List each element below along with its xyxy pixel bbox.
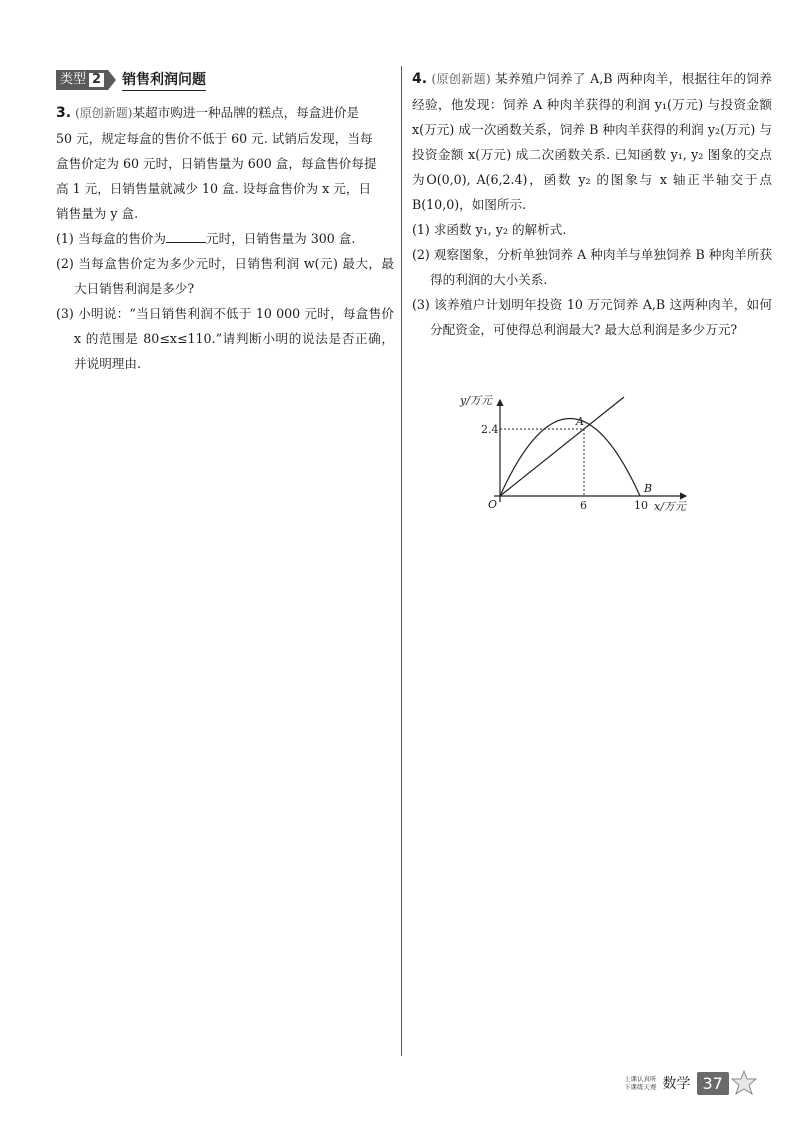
x-tick-label-10: 10 <box>634 499 648 512</box>
column-divider <box>401 66 402 1056</box>
q3-part-3: (3) 小明说：“当日销售利润不低于 10 000 元时，每盒售价 x 的范围是 80≤x≤110.”请判断小明的说法是否正确，并说明理由. <box>56 306 394 371</box>
q3-stem-line-3: 盒售价定为 60 元时，日销售量为 600 盒，每盒售价每提 <box>56 156 377 171</box>
q3-stem-line-4: 高 1 元，日销售量就减少 10 盒. 设每盒售价为 x 元，日 <box>56 181 372 196</box>
q3-part-1 <box>56 226 394 251</box>
question-3 <box>56 100 394 376</box>
q4-stem <box>412 66 772 217</box>
page-number: 37 <box>697 1072 729 1095</box>
origin-label: O <box>488 498 498 511</box>
tag-arrow-icon <box>108 70 116 90</box>
q4-stem-text: 某养殖户饲养了 A,B 两种肉羊，根据往年的饲养经验，他发现：饲养 A 种肉羊获得的利润 y₁(万元) 与投资金额x(万元) 成一次函数关系，饲养 B 种肉羊获得的利润 y₂(万元) 与投资金额 x(万元) 成二次函数关系. 已知函数 y₁, y₂ 图象的交点为O(0,0), A(6,2.4)，函数 y₂ 的图象与 x 轴正半轴交于点 B(10,0)，如图所示. <box>412 71 772 212</box>
function-graph <box>454 392 704 518</box>
page-footer <box>624 1066 774 1100</box>
section-header <box>56 70 394 90</box>
point-a-label: A <box>576 415 584 428</box>
line-y1 <box>500 397 624 496</box>
slogan-line-1: 上课认真听 <box>624 1075 657 1083</box>
question-4 <box>412 66 772 342</box>
slogan-line-2: 下课练天赛 <box>624 1083 657 1091</box>
q3-stem-line-2: 50 元，规定每盒的售价不低于 60 元. 试销后发现，当每 <box>56 131 373 146</box>
section-tag-number: 2 <box>89 73 104 87</box>
section-title: 销售利润问题 <box>122 69 206 91</box>
x-axis-label: x/万元 <box>654 500 686 513</box>
star-logo-icon <box>731 1070 757 1096</box>
parabola-y2 <box>500 419 640 497</box>
q3-part-2: (2) 当每盒售价定为多少元时，日销售利润 w(元) 最大，最大日销售利润是多少? <box>56 256 394 296</box>
left-column <box>56 70 394 376</box>
y-axis-label: y/万元 <box>460 394 492 407</box>
q3-stem-line-5: 销售量为 y 盒. <box>56 206 139 221</box>
q3-number: 3. <box>56 105 72 121</box>
q3-stem <box>56 100 394 226</box>
right-column <box>412 66 772 342</box>
section-tag <box>56 70 108 90</box>
q3-stem-line-1: 某超市购进一种品牌的糕点，每盒进价是 <box>132 105 360 120</box>
footer-subject: 数学 <box>662 1076 691 1092</box>
q3-part1-pre: (1) 当每盒的售价为 <box>56 231 166 246</box>
x-tick-label-6: 6 <box>580 499 587 512</box>
q4-number: 4. <box>412 71 428 87</box>
q4-source: (原创新题) <box>431 72 491 86</box>
q4-part-1: (1) 求函数 y₁, y₂ 的解析式. <box>412 222 567 237</box>
y-tick-label: 2.4 <box>481 423 499 436</box>
q4-part-3: (3) 该养殖户计划明年投资 10 万元饲养 A,B 这两种肉羊，如何分配资金，可使得总利润最大? 最大总利润是多少万元? <box>412 297 772 337</box>
q3-source: (原创新题) <box>75 106 133 120</box>
answer-blank[interactable] <box>166 230 206 243</box>
section-tag-text: 类型 <box>60 72 87 87</box>
q4-part-2: (2) 观察图象，分析单独饲养 A 种肉羊与单独饲养 B 种肉羊所获得的利润的大小关系. <box>412 247 772 287</box>
q3-part1-post: 元时，日销售量为 300 盒. <box>206 231 356 246</box>
footer-slogan <box>624 1075 657 1091</box>
point-b-label: B <box>644 482 653 495</box>
